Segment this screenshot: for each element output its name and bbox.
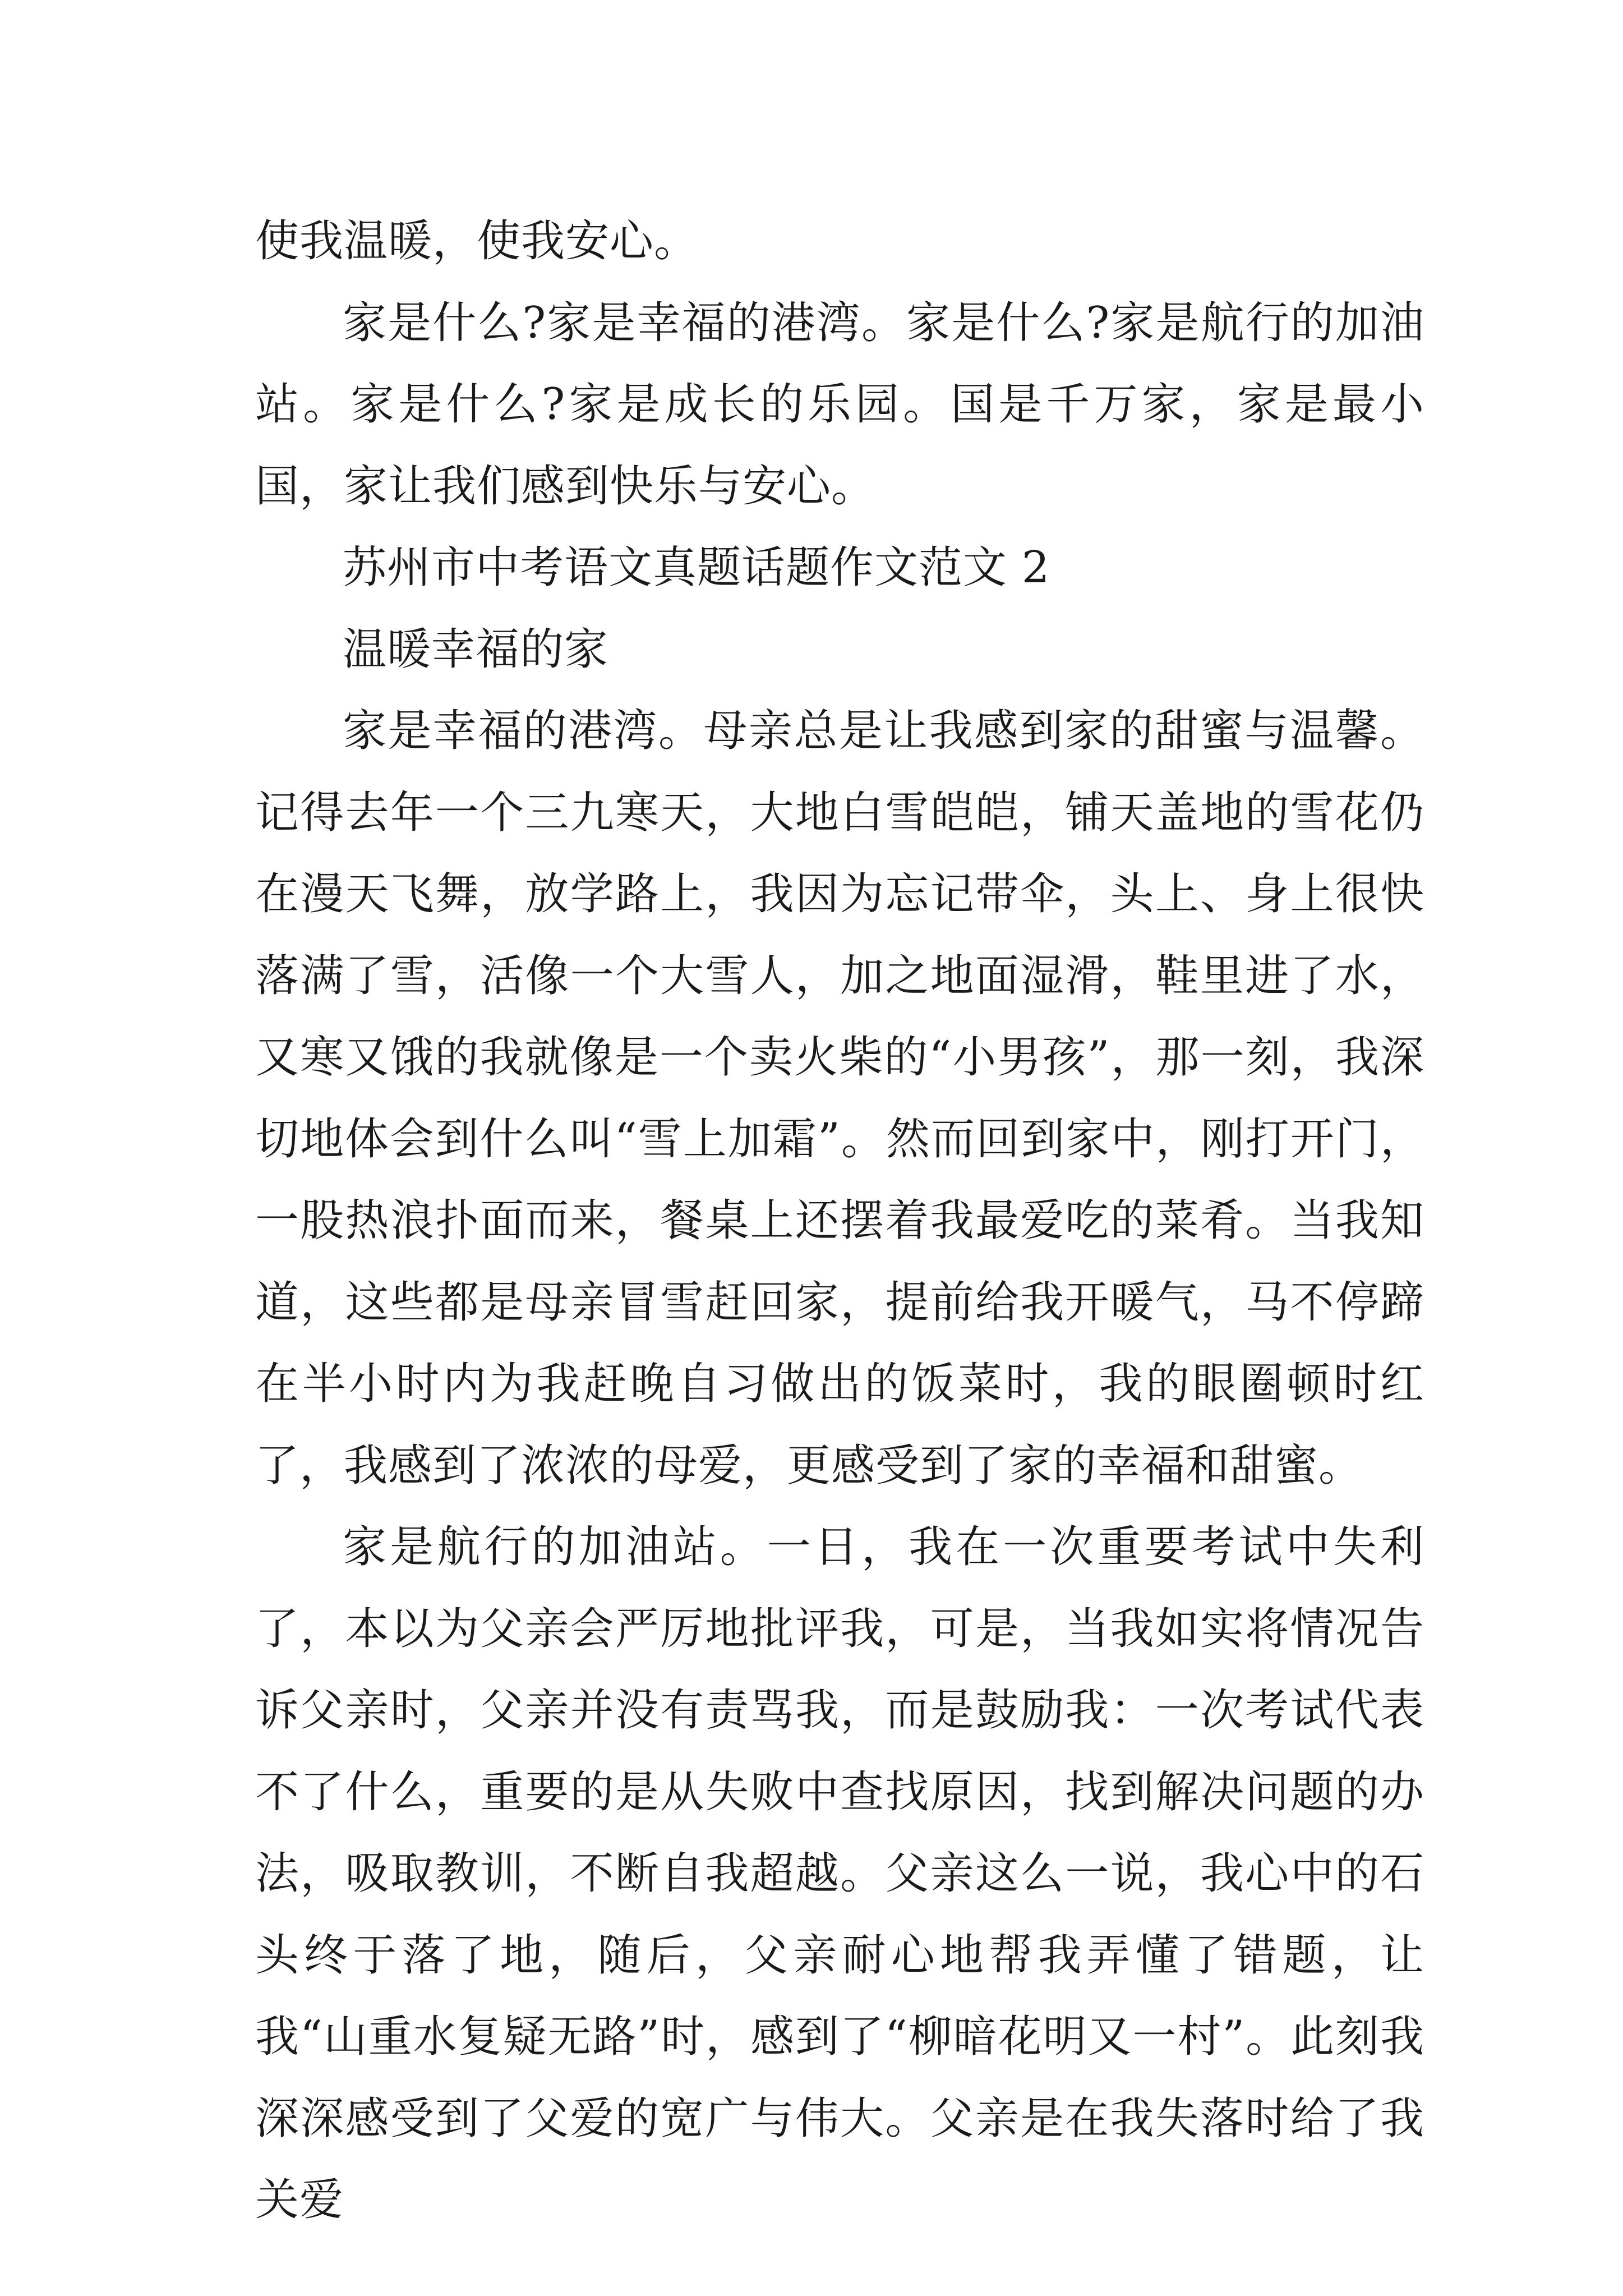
paragraph-father: 家是航行的加油站。一日，我在一次重要考试中失利了，本以为父亲会严厉地批评我，可是，当我如实将情况告诉父亲时，父亲并没有责骂我，而是鼓励我：一次考试代表不了什么，重要的是从失败中查找原因，找到解决问题的办法，吸取教训，不断自我超越。父亲这么一说，我心中的石头终于落了地，随后，父亲耐心地帮我弄懂了错题，让我“山重水复疑无路”时，感到了“柳暗花明又一村”。此刻我深深感受到了父爱的宽广与伟大。父亲是在我失落时给了我关爱 — [255, 1522, 1424, 2225]
paragraph-what-is-home: 家是什么?家是幸福的港湾。家是什么?家是航行的加油站。家是什么?家是成长的乐园。国是千万家，家是最小国，家让我们感到快乐与安心。 — [255, 297, 1424, 512]
paragraph-continuation: 使我温暖，使我安心。 — [255, 216, 699, 266]
essay-title: 温暖幸福的家 — [343, 624, 609, 675]
document-body — [255, 201, 1424, 2242]
sample-essay-heading: 苏州市中考语文真题话题作文范文 2 — [343, 542, 1050, 593]
paragraph-mother: 家是幸福的港湾。母亲总是让我感到家的甜蜜与温馨。记得去年一个三九寒天，大地白雪皑皑，铺天盖地的雪花仍在漫天飞舞，放学路上，我因为忘记带伞，头上、身上很快落满了雪，活像一个大雪人，加之地面湿滑，鞋里进了水，又寒又饿的我就像是一个卖火柴的“小男孩”，那一刻，我深切地体会到什么叫“雪上加霜”。然而回到家中，刚打开门，一股热浪扑面而来，餐桌上还摆着我最爱吃的菜肴。当我知道，这些都是母亲冒雪赶回家，提前给我开暖气，马不停蹄在半小时内为我赶晚自习做出的饭菜时，我的眼圈顿时红了，我感到了浓浓的母爱，更感受到了家的幸福和甜蜜。 — [255, 706, 1424, 1491]
